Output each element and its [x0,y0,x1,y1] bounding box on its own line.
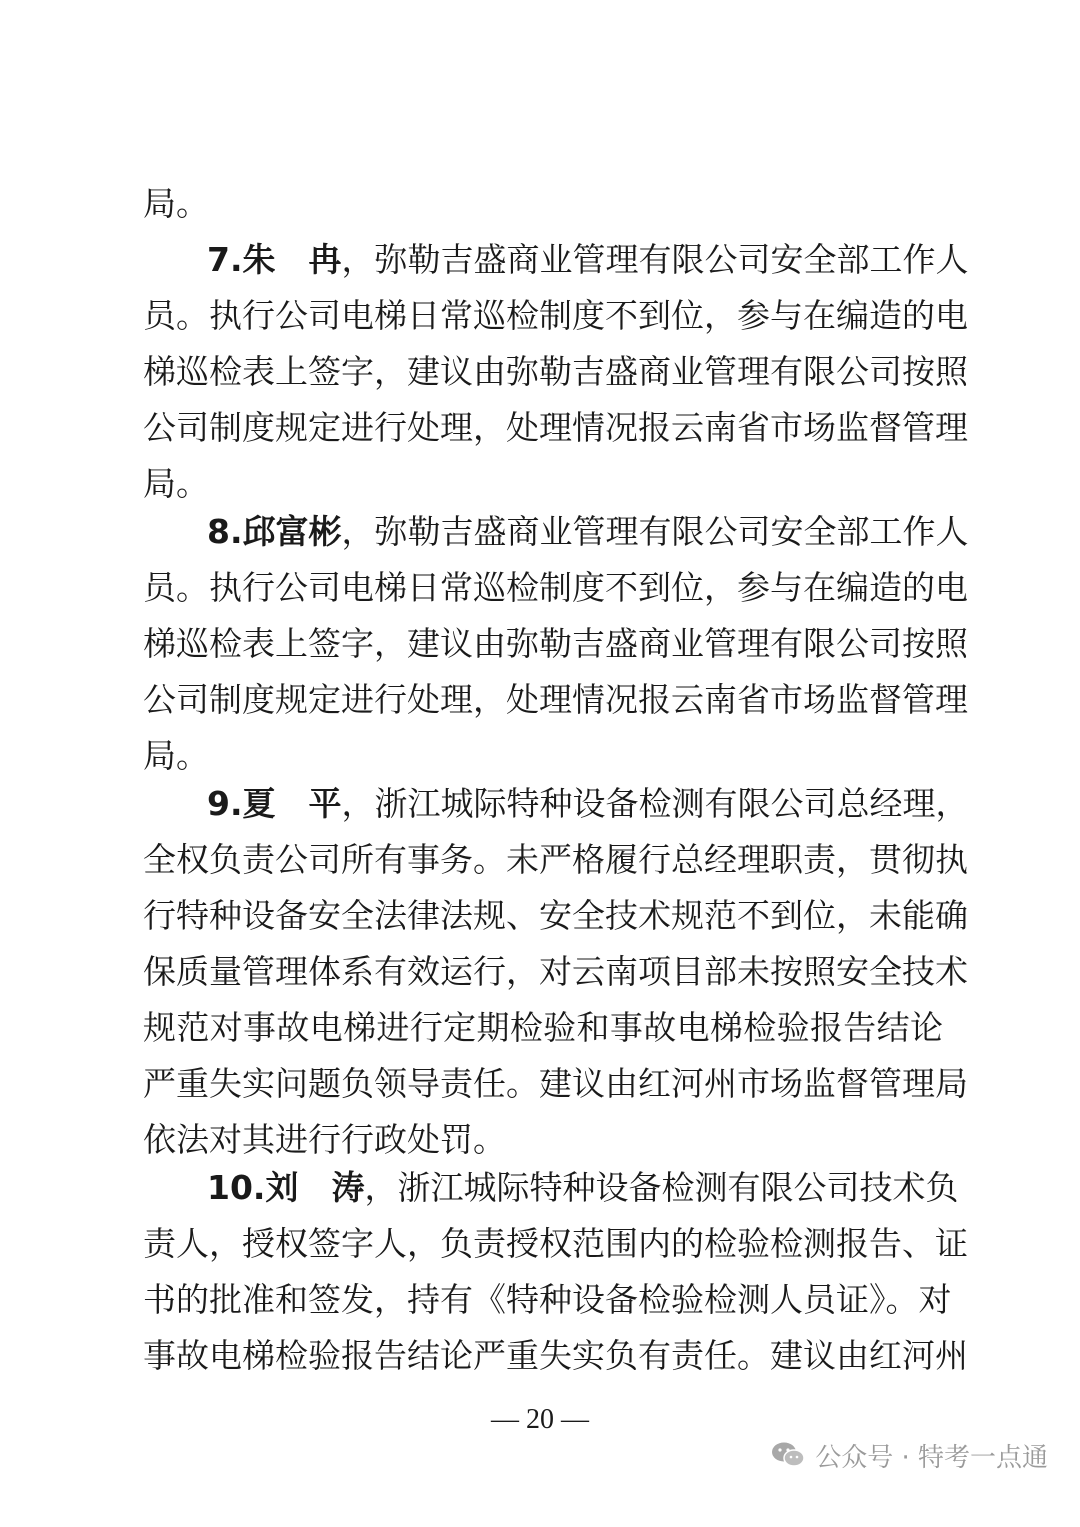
text-line: 7.朱 冉，弥勒吉盛商业管理有限公司安全部工作人 [207,240,969,279]
text-line: 书的批准和签发，持有《特种设备检验检测人员证》。对 [143,1280,952,1319]
text-line: 依法对其进行行政处罚。 [143,1120,506,1159]
text-line: 保质量管理体系有效运行，对云南项目部未按照安全技术 [143,952,968,991]
person-name: 9.夏 平 [207,784,342,823]
page-number: — 20 — [491,1404,589,1435]
text-line: 公司制度规定进行处理，处理情况报云南省市场监督管理 [143,408,968,447]
text-line: 公司制度规定进行处理，处理情况报云南省市场监督管理 [143,680,968,719]
text-line: 事故电梯检验报告结论严重失实负有责任。建议由红河州 [143,1336,968,1375]
watermark [771,1430,1048,1480]
text-line: 9.夏 平，浙江城际特种设备检测有限公司总经理， [207,784,969,823]
person-name: 8.邱富彬 [207,512,342,551]
person-name: 7.朱 冉 [207,240,342,279]
person-name: 10.刘 涛 [207,1168,365,1207]
text-line: 严重失实问题负领导责任。建议由红河州市场监督管理局 [143,1064,968,1103]
text-line: 规范对事故电梯进行定期检验和事故电梯检验报告结论 [143,1008,943,1047]
text-line: 行特种设备安全法律法规、安全技术规范不到位，未能确 [143,896,968,935]
text-line: 梯巡检表上签字，建议由弥勒吉盛商业管理有限公司按照 [143,624,968,663]
text-line: 员。执行公司电梯日常巡检制度不到位，参与在编造的电 [143,296,968,335]
wechat-icon [771,1441,805,1469]
text-line: 10.刘 涛，浙江城际特种设备检测有限公司技术负 [207,1168,959,1207]
text-line: 全权负责公司所有事务。未严格履行总经理职责，贯彻执 [143,840,968,879]
text-line: 员。执行公司电梯日常巡检制度不到位，参与在编造的电 [143,568,968,607]
text-line: 局。 [143,736,209,775]
text-line: 局。 [143,184,209,223]
text-line: 责人，授权签字人，负责授权范围内的检验检测报告、证 [143,1224,968,1263]
watermark-text: 公众号 · 特考一点通 [815,1442,1048,1473]
text-line: 8.邱富彬，弥勒吉盛商业管理有限公司安全部工作人 [207,512,969,551]
text-line: 梯巡检表上签字，建议由弥勒吉盛商业管理有限公司按照 [143,352,968,391]
text-line: 局。 [143,464,209,503]
